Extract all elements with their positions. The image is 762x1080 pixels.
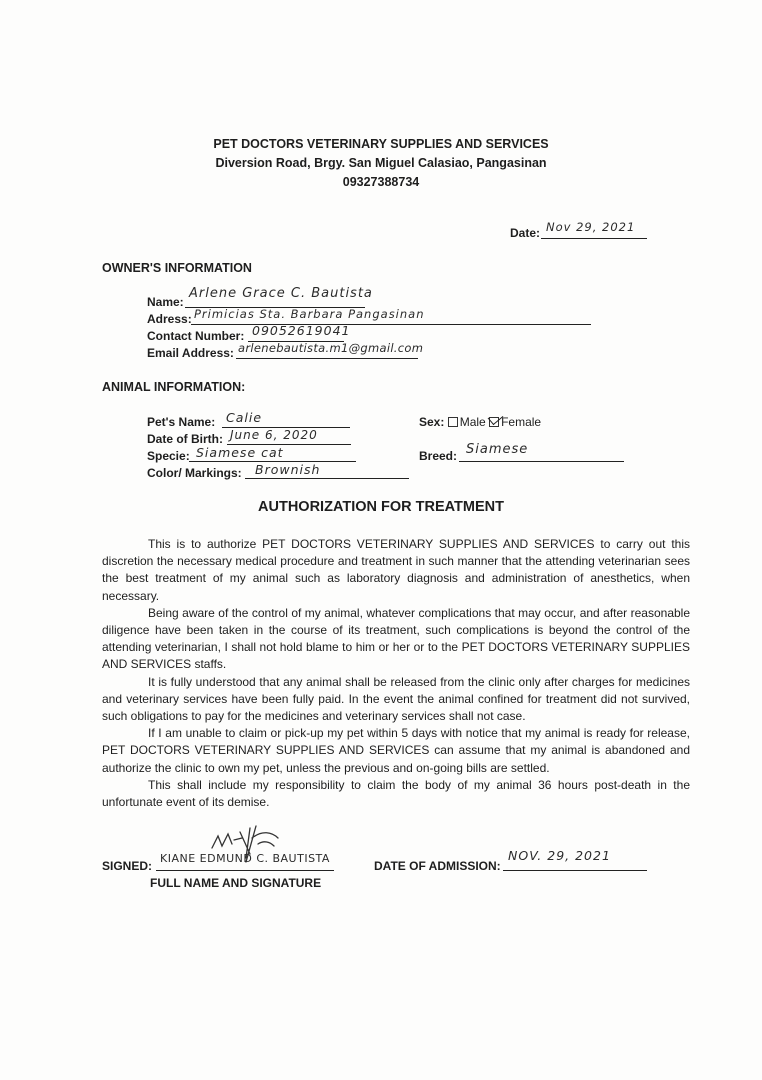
owner-section-title: OWNER'S INFORMATION	[102, 261, 252, 275]
specie-value: Siamese cat	[196, 445, 284, 460]
owner-address-underline	[191, 324, 591, 325]
signed-label: SIGNED:	[102, 859, 153, 873]
male-checkbox[interactable]	[448, 417, 458, 427]
authorization-paragraph: Being aware of the control of my animal, whatever complications that may occur, and after reasonable diligence have been taken in the course of its treatment, such complications is beyond the control of the attending veterinarian, I shall not hold blame to him or her or to the PET DOCTORS VETERINARY SUPPLIES AND SERVICES staffs.	[102, 605, 690, 672]
pet-name-value: Calie	[226, 410, 263, 425]
male-option-label: Male	[459, 415, 486, 429]
email-label: Email Address:	[147, 346, 234, 360]
date-underline	[541, 238, 647, 239]
authorization-paragraph: This is to authorize PET DOCTORS VETERINARY SUPPLIES AND SERVICES to carry out this discretion the necessary medical procedure and treatment in such manner that the attending veterinarian sees the best treatment of my animal such as laboratory diagnosis and administration of anesthetics, when necessary.	[102, 537, 690, 603]
breed-value: Siamese	[466, 442, 529, 457]
pet-name-label: Pet's Name:	[147, 415, 216, 429]
sex-label: Sex:	[419, 415, 445, 429]
email-value: arlenebautista.m1@gmail.com	[238, 341, 424, 355]
authorization-title: AUTHORIZATION FOR TREATMENT	[258, 499, 504, 515]
authorization-paragraph: It is fully understood that any animal shall be released from the clinic only after charges for medicines and veterinary services have been fully paid. In the event the animal confined for treatment did not survived, such obligations to pay for the medicines and veterinary services shall not case.	[102, 674, 690, 724]
date-value: Nov 29, 2021	[546, 220, 636, 234]
date-of-admission-underline	[503, 870, 647, 871]
contact-number-label: Contact Number:	[147, 329, 245, 343]
clinic-address: Diversion Road, Brgy. San Miguel Calasiao, Pangasinan	[215, 156, 547, 170]
color-markings-value: Brownish	[255, 462, 321, 477]
clinic-name: PET DOCTORS VETERINARY SUPPLIES AND SERVICES	[213, 137, 549, 151]
owner-address-value: Primicias Sta. Barbara Pangasinan	[194, 307, 425, 321]
dob-label: Date of Birth:	[147, 432, 223, 446]
authorization-body	[102, 536, 690, 811]
contact-number-value: 09052619041	[252, 323, 351, 338]
animal-section-title: ANIMAL INFORMATION:	[102, 380, 246, 394]
email-underline	[236, 358, 418, 359]
female-checkbox[interactable]	[489, 417, 499, 427]
owner-address-label: Adress:	[147, 312, 192, 326]
date-of-admission-value: NOV. 29, 2021	[508, 848, 611, 863]
specie-label: Specie:	[147, 449, 190, 463]
authorization-paragraph: If I am unable to claim or pick-up my pet within 5 days with notice that my animal is ready for release, PET DOCTORS VETERINARY SUPPLIES AND SERVICES can assume that my animal is abandoned and authorize the clinic to own my pet, unless the previous and on-going bills are settled.	[102, 726, 690, 775]
date-label: Date:	[510, 226, 541, 240]
signed-underline	[156, 870, 334, 871]
date-of-admission-label: DATE OF ADMISSION:	[374, 859, 501, 873]
owner-name-value: Arlene Grace C. Bautista	[189, 286, 373, 301]
signed-name-value: KIANE EDMUND C. BAUTISTA	[160, 852, 330, 865]
breed-underline	[459, 461, 624, 462]
color-markings-underline	[245, 478, 409, 479]
female-option-label: Female	[501, 415, 542, 429]
color-markings-label: Color/ Markings:	[147, 466, 242, 480]
owner-name-label: Name:	[147, 295, 184, 309]
sex-field	[419, 415, 541, 429]
clinic-phone: 09327388734	[342, 175, 420, 189]
signature-caption: FULL NAME AND SIGNATURE	[150, 876, 322, 890]
breed-label: Breed:	[419, 449, 458, 463]
dob-value: June 6, 2020	[230, 428, 318, 442]
authorization-paragraph: This shall include my responsibility to claim the body of my animal 36 hours post-death in the unfortunate event of its demise.	[102, 777, 690, 810]
